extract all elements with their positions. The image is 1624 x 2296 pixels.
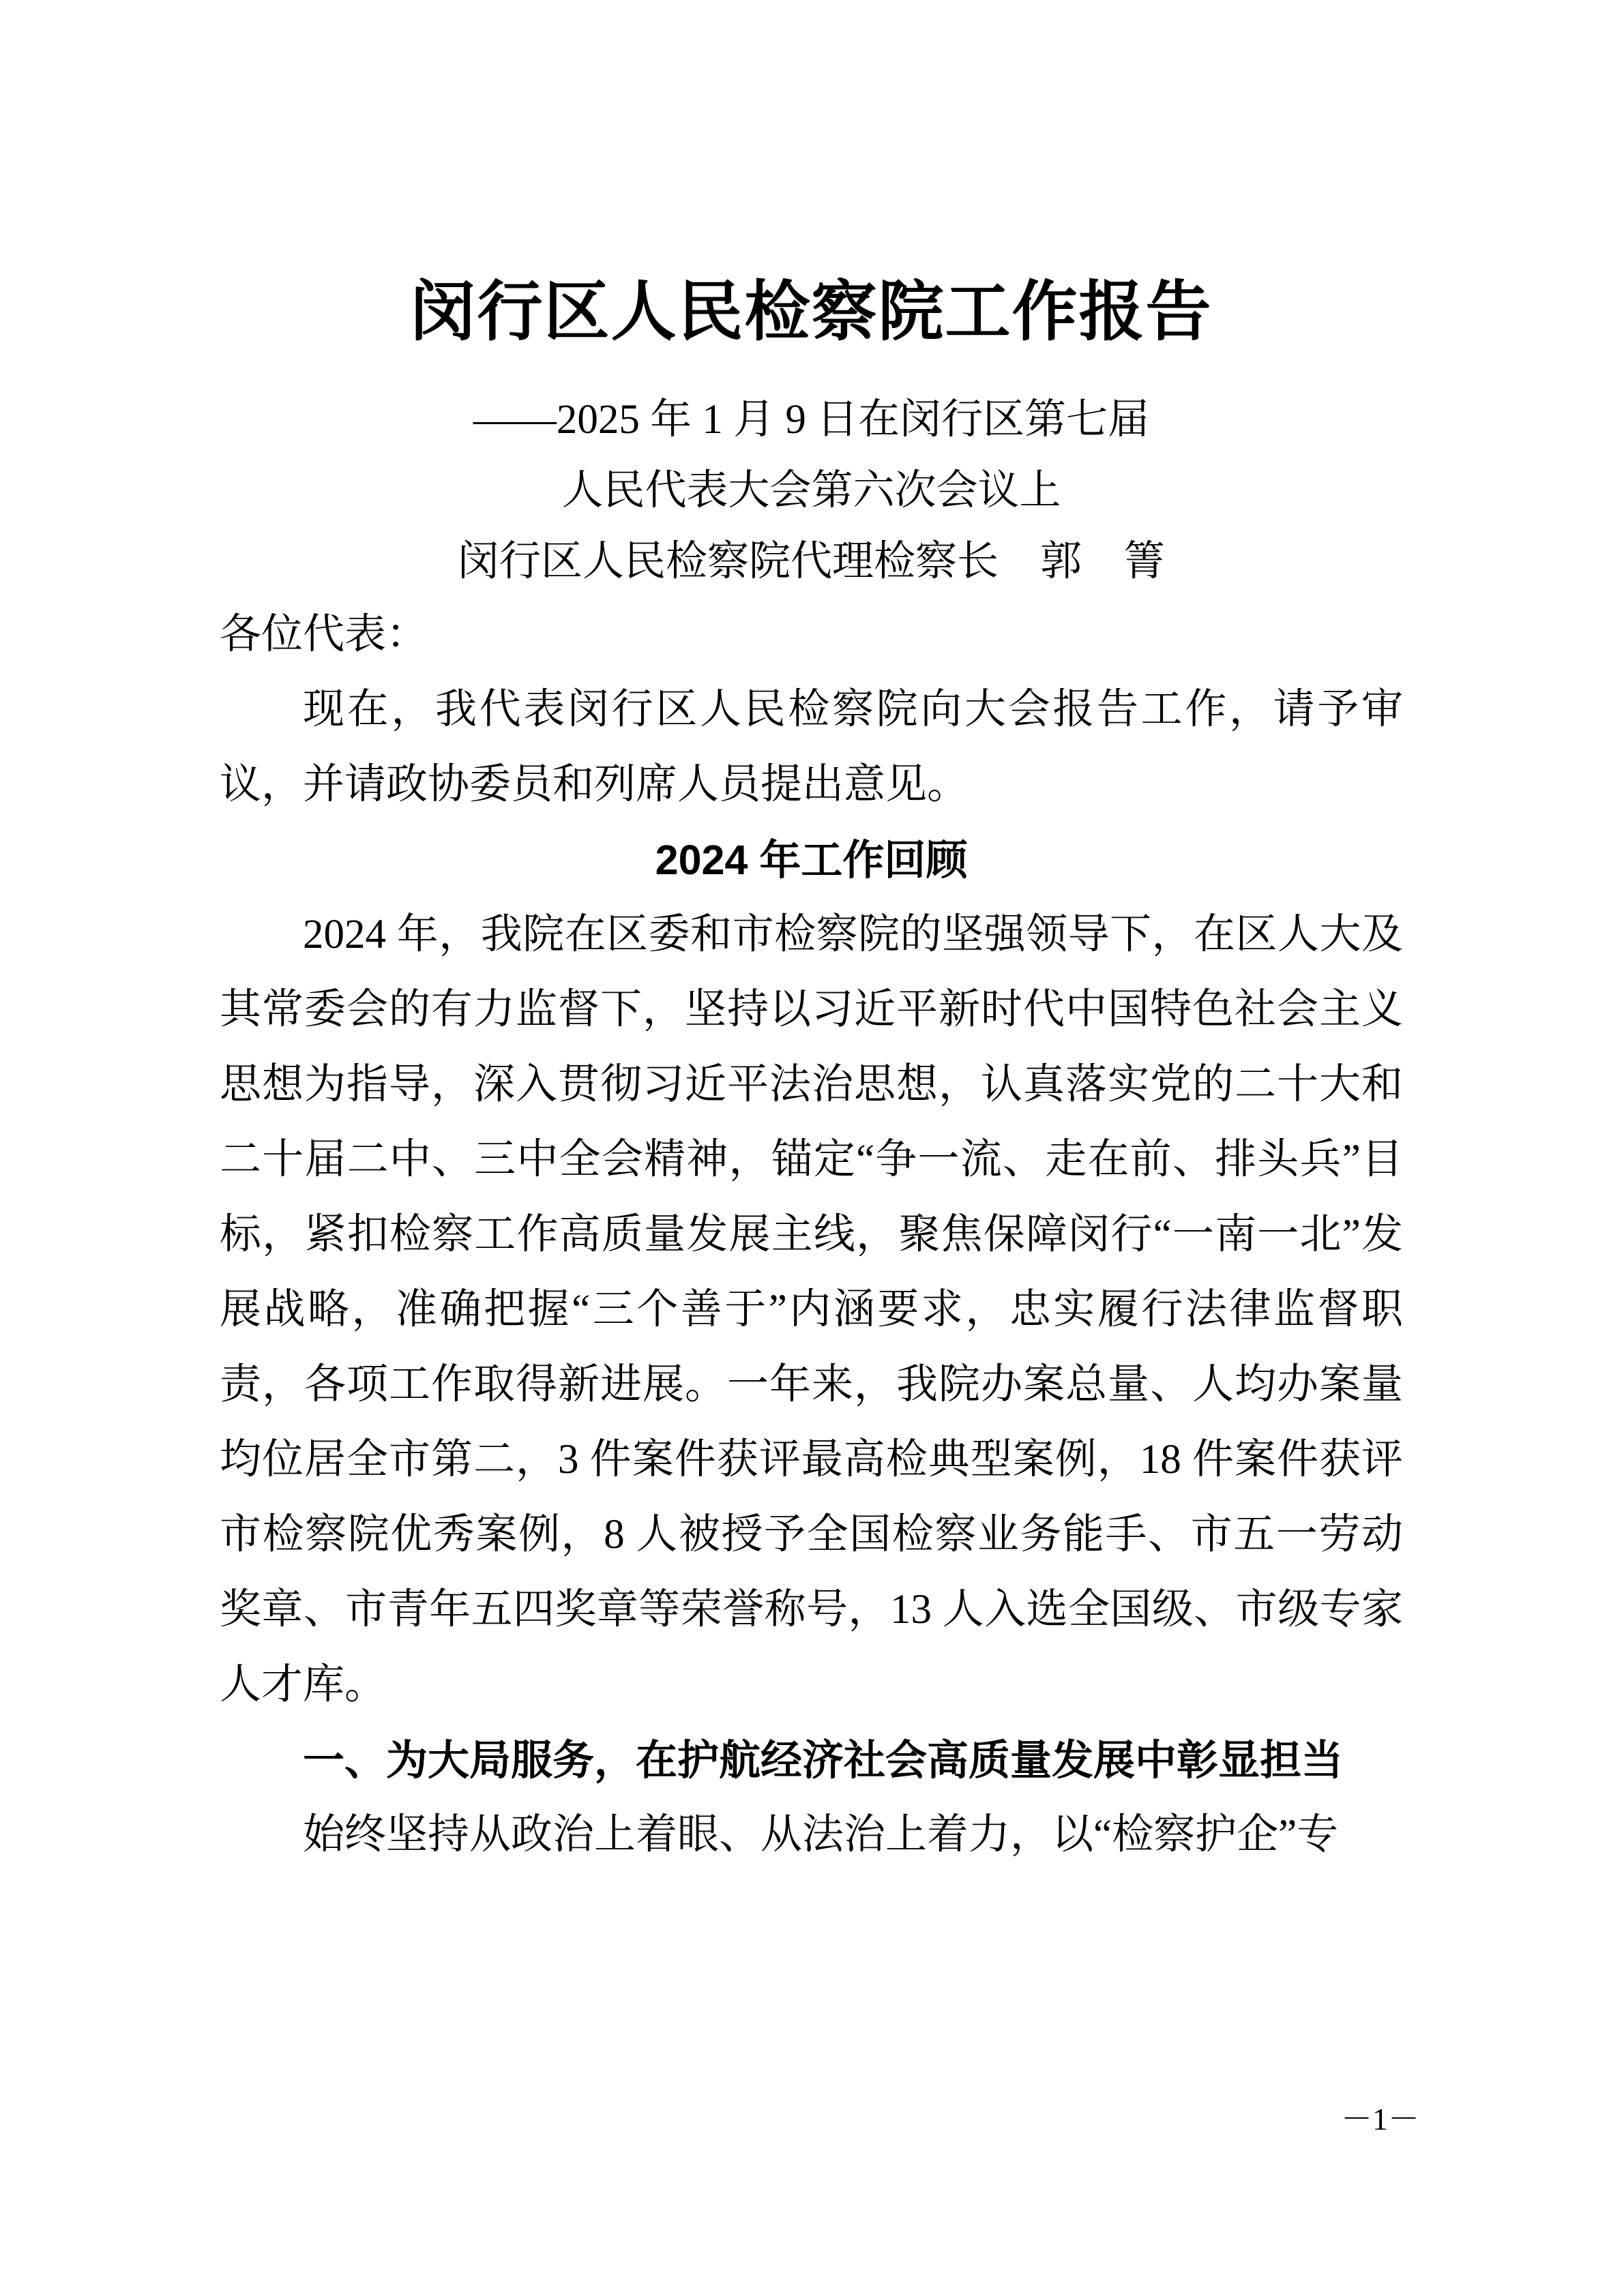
section-1-paragraph: 始终坚持从政治上着眼、从法治上着力，以“检察护企”专 xyxy=(303,1812,1339,1858)
salutation: 各位代表： xyxy=(220,612,428,657)
review-paragraph: 2024 年，我院在区委和市检察院的坚强领导下，在区人大及其常委会的有力监督下，坚持以习近平新时代中国特色社会主义思想为指导，深入贯彻习近平法治思想，认真落实党的二十大和二十届二中、三中全会精神，锚定“争一流、走在前、排头兵”目标，紧扣检察工作高质量发展主线，聚焦保障闵行“一南一北”发展战略，准确把握“三个善于”内涵要求，忠实履行法律监督职责，各项工作取得新进展。一年来，我院办案总量、人均办案量均位居全市第二，3 件案件获评最高检典型案例，18 件案件获评市检察院优秀案例，8 人被授予全国检察业务能手、市五一劳动奖章、市青年五四奖章等荣誉称号，13 人入选全国级、市级专家人才库。 xyxy=(220,912,1403,1708)
subtitle-line-speaker: 闵行区人民检察院代理检察长 郭 箐 xyxy=(457,539,1165,584)
document-subtitle xyxy=(220,385,1403,597)
document-body xyxy=(220,597,1403,1873)
intro-paragraph: 现在，我代表闵行区人民检察院向大会报告工作，请予审议，并请政协委员和列席人员提出意见。 xyxy=(220,687,1403,807)
document-title: 闵行区人民检察院工作报告 xyxy=(410,275,1213,348)
section-1-heading: 一、为大局服务，在护航经济社会高质量发展中彰显担当 xyxy=(303,1737,1344,1783)
subtitle-line-date: ——2025 年 1 月 9 日在闵行区第七届 xyxy=(473,397,1150,443)
page-number: －1－ xyxy=(1341,2102,1419,2136)
review-heading: 2024 年工作回顾 xyxy=(655,837,968,883)
subtitle-line-session: 人民代表大会第六次会议上 xyxy=(561,468,1061,513)
document-content xyxy=(220,0,1403,1873)
